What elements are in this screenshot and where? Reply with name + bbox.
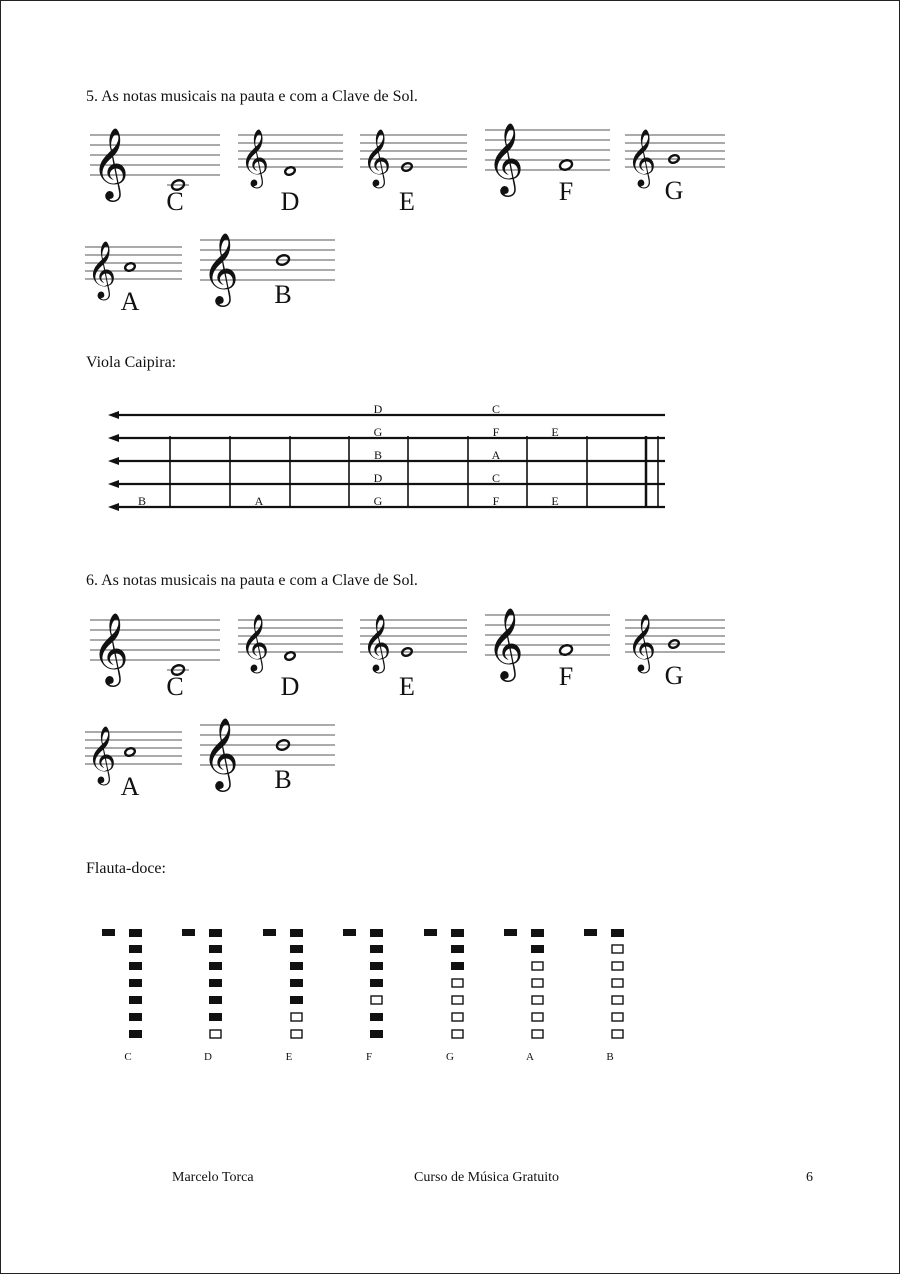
staff-c [90, 613, 220, 701]
closed-hole-icon [531, 929, 544, 937]
section-5-heading: 5. As notas musicais na pauta e com a Clave de Sol. [86, 88, 418, 105]
staff-f [485, 123, 610, 206]
staff-note-label: A [120, 287, 140, 316]
treble-clef-icon: 𝄞 [487, 610, 524, 678]
staff-note-label: B [274, 765, 292, 794]
closed-hole-icon [209, 962, 222, 970]
staff-note-label: F [558, 662, 574, 691]
open-hole-icon [210, 1030, 221, 1038]
open-hole-icon [612, 1030, 623, 1038]
fret-note-label: G [373, 494, 383, 508]
thumb-hole-icon [263, 929, 276, 936]
closed-hole-icon [209, 996, 222, 1004]
treble-clef-icon: 𝄞 [240, 615, 270, 671]
closed-hole-icon [129, 1013, 142, 1021]
staff-d [238, 129, 343, 216]
closed-hole-icon [209, 979, 222, 987]
closed-hole-icon [290, 945, 303, 953]
closed-hole-icon [451, 962, 464, 970]
staff-note-label: F [558, 177, 574, 206]
staff-group-section-5 [0, 115, 900, 320]
open-hole-icon [612, 945, 623, 953]
open-hole-icon [532, 1013, 543, 1021]
treble-clef-icon: 𝄞 [240, 130, 270, 186]
staff-note-label: D [280, 187, 300, 216]
staff-group-section-6 [0, 600, 900, 805]
fret-note-label: E [551, 494, 559, 508]
closed-hole-icon [129, 1030, 142, 1038]
treble-clef-icon: 𝄞 [627, 615, 657, 671]
open-hole-icon [612, 996, 623, 1004]
fingering-g [424, 929, 464, 1063]
closed-hole-icon [129, 929, 142, 937]
whole-note-f [559, 159, 574, 172]
staff-note-label: C [166, 672, 184, 701]
fingering-e [263, 929, 303, 1063]
fret-note-label: G [373, 425, 383, 439]
open-hole-icon [612, 962, 623, 970]
treble-clef-icon: 𝄞 [487, 125, 524, 193]
fret-note-label: C [491, 471, 501, 485]
fret-note-label: B [137, 494, 147, 508]
staff-note-label: E [399, 187, 415, 216]
closed-hole-icon [451, 945, 464, 953]
viola-caipira-heading: Viola Caipira: [86, 354, 177, 371]
fingering-label: C [124, 1051, 132, 1063]
treble-clef-icon: 𝄞 [92, 130, 129, 198]
string-arrow-icon [108, 480, 119, 488]
open-hole-icon [612, 979, 623, 987]
treble-clef-icon: 𝄞 [202, 235, 239, 303]
fret-note-label: A [491, 448, 501, 462]
string-arrow-icon [108, 411, 119, 419]
open-hole-icon [612, 1013, 623, 1021]
staff-a [85, 241, 182, 316]
closed-hole-icon [370, 1030, 383, 1038]
closed-hole-icon [129, 962, 142, 970]
staff-d [238, 614, 343, 701]
open-hole-icon [452, 979, 463, 987]
treble-clef-icon: 𝄞 [87, 727, 117, 783]
open-hole-icon [532, 1030, 543, 1038]
fingering-label: E [285, 1051, 293, 1063]
thumb-hole-icon [584, 929, 597, 936]
closed-hole-icon [290, 996, 303, 1004]
closed-hole-icon [129, 996, 142, 1004]
open-hole-icon [452, 1030, 463, 1038]
fingering-label: D [204, 1051, 212, 1063]
staff-note-label: G [664, 176, 684, 205]
closed-hole-icon [370, 929, 383, 937]
closed-hole-icon [129, 979, 142, 987]
fret-note-label: C [491, 402, 501, 416]
closed-hole-icon [370, 1013, 383, 1021]
staff-g [625, 129, 725, 205]
staff-a [85, 726, 182, 801]
fingering-b [584, 929, 624, 1063]
fingering-d [182, 929, 222, 1063]
closed-hole-icon [129, 945, 142, 953]
fret-note-label: B [373, 448, 383, 462]
closed-hole-icon [370, 945, 383, 953]
section-6-heading: 6. As notas musicais na pauta e com a Clave de Sol. [86, 572, 418, 589]
thumb-hole-icon [343, 929, 356, 936]
treble-clef-icon: 𝄞 [87, 242, 117, 298]
footer-page-number: 6 [806, 1170, 813, 1185]
footer-author: Marcelo Torca [172, 1170, 254, 1185]
treble-clef-icon: 𝄞 [202, 720, 239, 788]
staff-b [200, 233, 335, 309]
fret-note-label: A [254, 494, 264, 508]
closed-hole-icon [290, 962, 303, 970]
fret-note-label: F [492, 425, 500, 439]
string-arrow-icon [108, 503, 119, 511]
staff-b [200, 718, 335, 794]
closed-hole-icon [290, 929, 303, 937]
treble-clef-icon: 𝄞 [627, 130, 657, 186]
closed-hole-icon [451, 929, 464, 937]
staff-note-label: A [120, 772, 140, 801]
open-hole-icon [452, 996, 463, 1004]
closed-hole-icon [611, 929, 624, 937]
fingering-f [343, 929, 383, 1063]
staff-e [360, 129, 467, 216]
open-hole-icon [532, 979, 543, 987]
staff-note-label: G [664, 661, 684, 690]
open-hole-icon [371, 996, 382, 1004]
fingering-label: F [365, 1051, 373, 1063]
fret-note-label: D [373, 402, 383, 416]
thumb-hole-icon [102, 929, 115, 936]
fingering-label: A [526, 1051, 534, 1063]
staff-note-label: D [280, 672, 300, 701]
treble-clef-icon: 𝄞 [362, 615, 392, 671]
closed-hole-icon [209, 1013, 222, 1021]
treble-clef-icon: 𝄞 [362, 130, 392, 186]
closed-hole-icon [370, 962, 383, 970]
closed-hole-icon [370, 979, 383, 987]
open-hole-icon [452, 1013, 463, 1021]
fret-note-label: F [492, 494, 500, 508]
closed-hole-icon [290, 979, 303, 987]
thumb-hole-icon [424, 929, 437, 936]
staff-e [360, 614, 467, 701]
footer-course: Curso de Música Gratuito [414, 1170, 560, 1185]
recorder-fingering-chart [0, 920, 900, 1070]
staff-g [625, 614, 725, 690]
whole-note-f [559, 644, 574, 657]
closed-hole-icon [209, 945, 222, 953]
fret-note-label: E [551, 425, 559, 439]
fingering-a [504, 929, 544, 1063]
fret-note-label: D [373, 471, 383, 485]
open-hole-icon [291, 1013, 302, 1021]
string-arrow-icon [108, 457, 119, 465]
thumb-hole-icon [182, 929, 195, 936]
staff-c [90, 128, 220, 216]
viola-fretboard [0, 395, 900, 520]
closed-hole-icon [209, 929, 222, 937]
thumb-hole-icon [504, 929, 517, 936]
staff-note-label: B [274, 280, 292, 309]
fingering-c [102, 929, 142, 1063]
string-arrow-icon [108, 434, 119, 442]
fingering-label: B [606, 1051, 614, 1063]
staff-note-label: C [166, 187, 184, 216]
closed-hole-icon [531, 945, 544, 953]
open-hole-icon [291, 1030, 302, 1038]
flauta-doce-heading: Flauta-doce: [86, 860, 166, 877]
open-hole-icon [532, 962, 543, 970]
open-hole-icon [532, 996, 543, 1004]
treble-clef-icon: 𝄞 [92, 615, 129, 683]
fingering-label: G [446, 1051, 454, 1063]
staff-note-label: E [399, 672, 415, 701]
staff-f [485, 608, 610, 691]
